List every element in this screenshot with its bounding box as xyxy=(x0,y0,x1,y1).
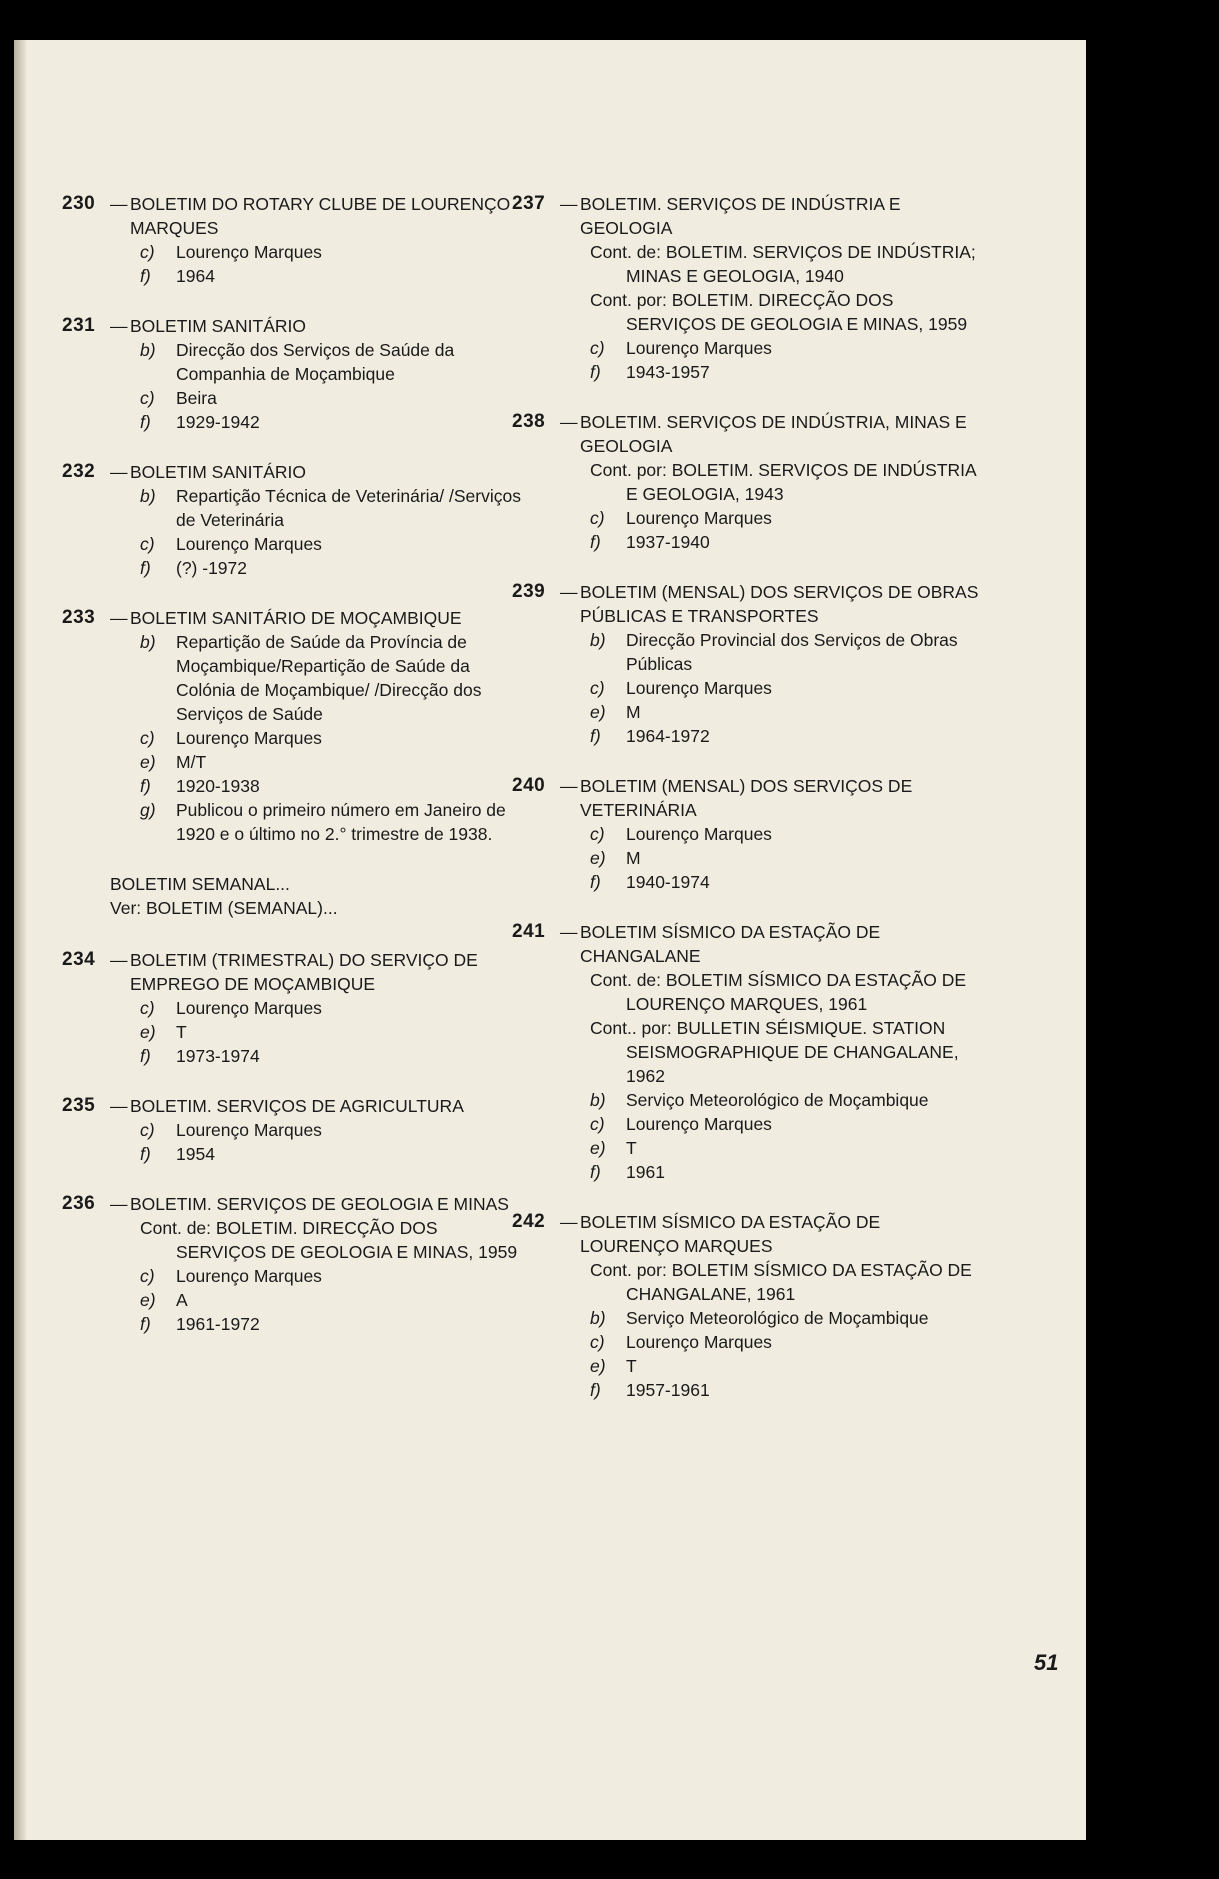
entry-title: BOLETIM SÍSMICO DA ESTAÇÃO DE CHANGALANE xyxy=(580,922,881,966)
field-value: Beira xyxy=(176,388,217,408)
entry-field xyxy=(590,336,982,360)
catalog-entry xyxy=(512,774,982,894)
field-label: c) xyxy=(590,824,605,844)
entry-number: 239 xyxy=(512,581,546,602)
entry-field xyxy=(140,1118,532,1142)
entry-dash: — xyxy=(110,316,128,336)
catalog-entry xyxy=(512,920,982,1184)
field-label: b) xyxy=(590,630,606,650)
entry-dash: — xyxy=(560,1212,578,1232)
continuation-notes xyxy=(590,1258,982,1306)
entry-fields xyxy=(590,822,982,894)
field-label: c) xyxy=(590,1332,605,1352)
field-label: c) xyxy=(590,508,605,528)
catalog-entry xyxy=(62,1192,532,1336)
field-label: f) xyxy=(590,362,601,382)
entry-dash: — xyxy=(110,950,128,970)
entry-fields xyxy=(140,240,532,288)
field-value: 1973-1974 xyxy=(176,1046,260,1066)
catalog-entry xyxy=(62,948,532,1068)
field-label: f) xyxy=(140,1046,151,1066)
field-label: c) xyxy=(140,728,155,748)
entry-fields xyxy=(590,1306,982,1402)
field-label: f) xyxy=(590,726,601,746)
entry-field xyxy=(590,506,982,530)
field-value: Lourenço Marques xyxy=(626,824,772,844)
field-label: c) xyxy=(140,388,155,408)
continuation-notes xyxy=(140,1216,532,1264)
book-page xyxy=(14,40,1086,1840)
field-value: Repartição de Saúde da Província de Moçambique/Repartição de Saúde da Colónia de Moçambique/ /Direcção dos Serviços de Saúde xyxy=(176,632,482,724)
field-label: f) xyxy=(590,872,601,892)
field-value: Lourenço Marques xyxy=(176,728,322,748)
continuation-note: Cont.. por: BULLETIN SÉISMIQUE. STATION SEISMOGRAPHIQUE DE CHANGALANE, 1962 xyxy=(590,1018,959,1086)
field-value: Publicou o primeiro número em Janeiro de 1920 e o último no 2.° trimestre de 1938. xyxy=(176,800,506,844)
entry-field xyxy=(590,724,982,748)
entry-field xyxy=(590,822,982,846)
field-label: f) xyxy=(140,1144,151,1164)
entry-title: BOLETIM SANITÁRIO DE MOÇAMBIQUE xyxy=(130,608,462,628)
page-spine xyxy=(14,40,26,1840)
entry-title: BOLETIM (TRIMESTRAL) DO SERVIÇO DE EMPREGO DE MOÇAMBIQUE xyxy=(130,950,478,994)
continuation-note: Cont. por: BOLETIM. SERVIÇOS DE INDÚSTRIA E GEOLOGIA, 1943 xyxy=(590,460,976,504)
entry-field xyxy=(140,338,532,386)
entry-number: 234 xyxy=(62,949,96,970)
field-value: Lourenço Marques xyxy=(176,534,322,554)
field-label: b) xyxy=(140,486,156,506)
entry-number: 235 xyxy=(62,1095,96,1116)
field-value: Lourenço Marques xyxy=(176,1266,322,1286)
catalog-entry xyxy=(512,1210,982,1402)
entry-heading xyxy=(512,920,982,968)
field-label: e) xyxy=(140,1022,156,1042)
continuation-note: Cont. de: BOLETIM. DIRECÇÃO DOS SERVIÇOS DE GEOLOGIA E MINAS, 1959 xyxy=(140,1218,518,1262)
field-value: M xyxy=(626,702,641,722)
field-label: e) xyxy=(590,1138,606,1158)
entry-field xyxy=(140,1264,532,1288)
entry-number: 232 xyxy=(62,461,96,482)
field-value: T xyxy=(626,1138,637,1158)
entry-field xyxy=(140,410,532,434)
field-label: f) xyxy=(140,266,151,286)
entry-dash: — xyxy=(110,194,128,214)
entry-field xyxy=(140,532,532,556)
entry-dash: — xyxy=(560,194,578,214)
entry-field xyxy=(590,1160,982,1184)
entry-number: 241 xyxy=(512,921,546,942)
entry-number: 236 xyxy=(62,1193,96,1214)
entry-heading xyxy=(512,774,982,822)
field-value: (?) -1972 xyxy=(176,558,248,578)
entry-field xyxy=(140,1288,532,1312)
continuation-notes xyxy=(590,240,982,336)
entry-field xyxy=(590,846,982,870)
field-value: Lourenço Marques xyxy=(176,1120,322,1140)
entry-field xyxy=(590,870,982,894)
cross-reference-term: BOLETIM SEMANAL... xyxy=(110,874,290,894)
entry-dash: — xyxy=(560,776,578,796)
entry-fields xyxy=(140,338,532,434)
entry-title: BOLETIM. SERVIÇOS DE INDÚSTRIA, MINAS E GEOLOGIA xyxy=(580,412,967,456)
field-label: e) xyxy=(590,1356,606,1376)
entry-dash: — xyxy=(110,1096,128,1116)
field-label: f) xyxy=(140,776,151,796)
field-label: b) xyxy=(590,1090,606,1110)
field-label: f) xyxy=(590,1162,601,1182)
entry-fields xyxy=(590,628,982,748)
entry-heading xyxy=(512,580,982,628)
field-label: c) xyxy=(140,534,155,554)
catalog-entry xyxy=(512,580,982,748)
continuation-note: Cont. de: BOLETIM. SERVIÇOS DE INDÚSTRIA; MINAS E GEOLOGIA, 1940 xyxy=(590,242,976,286)
entry-heading xyxy=(62,606,532,630)
catalog-entry xyxy=(62,460,532,580)
entry-field xyxy=(590,1088,982,1112)
field-value: Lourenço Marques xyxy=(626,338,772,358)
entry-title: BOLETIM. SERVIÇOS DE GEOLOGIA E MINAS xyxy=(130,1194,509,1214)
entry-field xyxy=(140,774,532,798)
field-label: f) xyxy=(140,1314,151,1334)
entry-dash: — xyxy=(560,412,578,432)
field-label: c) xyxy=(590,678,605,698)
field-value: Lourenço Marques xyxy=(176,242,322,262)
entry-title: BOLETIM (MENSAL) DOS SERVIÇOS DE OBRAS PÚBLICAS E TRANSPORTES xyxy=(580,582,979,626)
field-label: e) xyxy=(140,752,156,772)
page-number: 51 xyxy=(1034,1650,1059,1675)
entry-fields xyxy=(590,336,982,384)
entry-field xyxy=(590,1354,982,1378)
catalog-entry xyxy=(512,410,982,554)
entry-field xyxy=(140,1044,532,1068)
entry-fields xyxy=(140,630,532,846)
field-label: c) xyxy=(140,1266,155,1286)
field-value: 1964 xyxy=(176,266,215,286)
field-value: Direcção Provincial dos Serviços de Obras Públicas xyxy=(626,630,958,674)
entry-number: 237 xyxy=(512,193,546,214)
field-label: f) xyxy=(140,412,151,432)
entry-dash: — xyxy=(560,582,578,602)
entry-fields xyxy=(140,1264,532,1336)
right-column xyxy=(512,192,982,1428)
field-value: T xyxy=(626,1356,637,1376)
field-value: Serviço Meteorológico de Moçambique xyxy=(626,1090,929,1110)
entry-heading xyxy=(62,314,532,338)
field-value: 1961-1972 xyxy=(176,1314,260,1334)
entry-title: BOLETIM SANITÁRIO xyxy=(130,316,306,336)
entry-title: BOLETIM DO ROTARY CLUBE DE LOURENÇO MARQUES xyxy=(130,194,511,238)
entry-field xyxy=(140,630,532,726)
entry-number: 242 xyxy=(512,1211,546,1232)
entry-title: BOLETIM. SERVIÇOS DE INDÚSTRIA E GEOLOGIA xyxy=(580,194,901,238)
catalog-entry xyxy=(62,314,532,434)
entry-field xyxy=(140,996,532,1020)
field-label: c) xyxy=(140,1120,155,1140)
field-value: Lourenço Marques xyxy=(626,1332,772,1352)
entry-field xyxy=(140,750,532,774)
entry-title: BOLETIM SANITÁRIO xyxy=(130,462,306,482)
field-value: M xyxy=(626,848,641,868)
entry-dash: — xyxy=(560,922,578,942)
entry-dash: — xyxy=(110,608,128,628)
entry-field xyxy=(140,1020,532,1044)
entry-field xyxy=(140,1312,532,1336)
entry-heading xyxy=(512,192,982,240)
field-value: M/T xyxy=(176,752,207,772)
entry-field xyxy=(140,484,532,532)
field-value: 1929-1942 xyxy=(176,412,260,432)
entry-heading xyxy=(512,410,982,458)
field-value: Lourenço Marques xyxy=(626,678,772,698)
entry-number: 238 xyxy=(512,411,546,432)
field-value: Serviço Meteorológico de Moçambique xyxy=(626,1308,929,1328)
field-value: 1961 xyxy=(626,1162,665,1182)
field-value: Lourenço Marques xyxy=(626,1114,772,1134)
entry-fields xyxy=(140,996,532,1068)
entry-number: 240 xyxy=(512,775,546,796)
entry-field xyxy=(590,360,982,384)
continuation-notes xyxy=(590,458,982,506)
field-value: 1943-1957 xyxy=(626,362,710,382)
entry-dash: — xyxy=(110,1194,128,1214)
cross-reference xyxy=(110,872,532,920)
field-label: f) xyxy=(590,532,601,552)
entry-dash: — xyxy=(110,462,128,482)
entry-number: 230 xyxy=(62,193,96,214)
entry-field xyxy=(590,1378,982,1402)
entry-field xyxy=(140,556,532,580)
entry-fields xyxy=(140,484,532,580)
left-column xyxy=(62,192,532,1362)
continuation-note: Cont. de: BOLETIM SÍSMICO DA ESTAÇÃO DE LOURENÇO MARQUES, 1961 xyxy=(590,970,967,1014)
field-label: f) xyxy=(140,558,151,578)
field-value: 1920-1938 xyxy=(176,776,260,796)
field-label: e) xyxy=(590,702,606,722)
field-label: c) xyxy=(590,338,605,358)
entry-fields xyxy=(140,1118,532,1166)
entry-field xyxy=(590,1112,982,1136)
catalog-entry xyxy=(62,1094,532,1166)
entry-fields xyxy=(590,1088,982,1184)
entry-field xyxy=(590,1330,982,1354)
field-value: 1954 xyxy=(176,1144,215,1164)
field-value: 1940-1974 xyxy=(626,872,710,892)
entry-heading xyxy=(512,1210,982,1258)
entry-heading xyxy=(62,192,532,240)
entry-heading xyxy=(62,1192,532,1216)
entry-heading xyxy=(62,1094,532,1118)
field-value: Lourenço Marques xyxy=(176,998,322,1018)
field-label: b) xyxy=(590,1308,606,1328)
entry-field xyxy=(140,798,532,846)
continuation-note: Cont. por: BOLETIM SÍSMICO DA ESTAÇÃO DE CHANGALANE, 1961 xyxy=(590,1260,972,1304)
entry-field xyxy=(590,1136,982,1160)
field-value: Repartição Técnica de Veterinária/ /Serviços de Veterinária xyxy=(176,486,521,530)
field-value: 1957-1961 xyxy=(626,1380,710,1400)
entry-field xyxy=(140,264,532,288)
field-label: e) xyxy=(590,848,606,868)
entry-field xyxy=(590,676,982,700)
field-label: c) xyxy=(140,242,155,262)
entry-title: BOLETIM. SERVIÇOS DE AGRICULTURA xyxy=(130,1096,464,1116)
cross-reference-see: Ver: BOLETIM (SEMANAL)... xyxy=(110,898,338,918)
entry-field xyxy=(590,700,982,724)
continuation-note: Cont. por: BOLETIM. DIRECÇÃO DOS SERVIÇOS DE GEOLOGIA E MINAS, 1959 xyxy=(590,290,968,334)
catalog-entry xyxy=(62,192,532,288)
entry-field xyxy=(140,240,532,264)
field-label: c) xyxy=(140,998,155,1018)
entry-field xyxy=(140,386,532,410)
field-label: c) xyxy=(590,1114,605,1134)
catalog-entry xyxy=(512,192,982,384)
field-value: Lourenço Marques xyxy=(626,508,772,528)
catalog-entry xyxy=(62,606,532,846)
field-value: A xyxy=(176,1290,188,1310)
field-value: Direcção dos Serviços de Saúde da Companhia de Moçambique xyxy=(176,340,455,384)
entry-heading xyxy=(62,948,532,996)
entry-field xyxy=(590,530,982,554)
field-label: g) xyxy=(140,800,156,820)
entry-field xyxy=(140,1142,532,1166)
entry-heading xyxy=(62,460,532,484)
entry-fields xyxy=(590,506,982,554)
entry-field xyxy=(590,1306,982,1330)
field-label: b) xyxy=(140,340,156,360)
field-label: e) xyxy=(140,1290,156,1310)
entry-title: BOLETIM (MENSAL) DOS SERVIÇOS DE VETERINÁRIA xyxy=(580,776,913,820)
field-label: b) xyxy=(140,632,156,652)
entry-field xyxy=(140,726,532,750)
continuation-notes xyxy=(590,968,982,1088)
entry-number: 233 xyxy=(62,607,96,628)
field-value: 1937-1940 xyxy=(626,532,710,552)
entry-number: 231 xyxy=(62,315,96,336)
field-value: T xyxy=(176,1022,187,1042)
field-value: 1964-1972 xyxy=(626,726,710,746)
entry-field xyxy=(590,628,982,676)
field-label: f) xyxy=(590,1380,601,1400)
entry-title: BOLETIM SÍSMICO DA ESTAÇÃO DE LOURENÇO MARQUES xyxy=(580,1212,881,1256)
